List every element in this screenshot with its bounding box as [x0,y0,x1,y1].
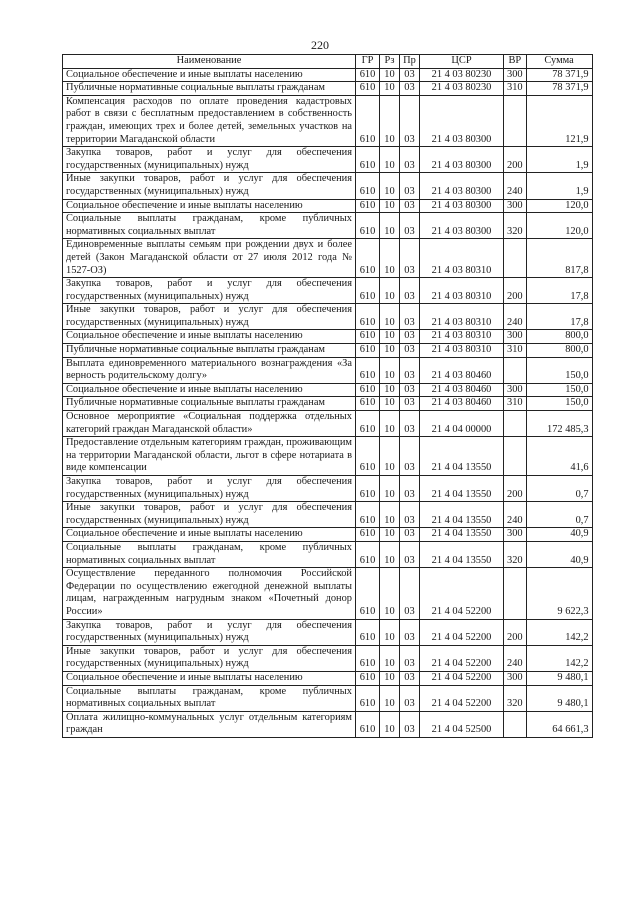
row-csr-cell: 21 4 03 80310 [420,330,504,344]
row-rz-cell: 10 [380,437,400,476]
row-gr-cell: 610 [356,95,380,146]
row-sum-cell: 0,7 [526,476,592,502]
row-name-cell: Публичные нормативные социальные выплаты гражданам [63,344,356,358]
row-name-cell: Социальное обеспечение и иные выплаты населению [63,671,356,685]
header-sum: Сумма [526,55,592,69]
table-row [63,476,593,502]
row-rz-cell: 10 [380,671,400,685]
table-row [63,671,593,685]
table-row [63,711,593,737]
row-vr-cell: 310 [504,344,527,358]
row-vr-cell: 240 [504,304,527,330]
table-row [63,344,593,358]
row-vr-cell: 200 [504,476,527,502]
row-vr-cell: 300 [504,68,527,82]
row-sum-cell: 120,0 [526,213,592,239]
row-sum-cell: 41,6 [526,437,592,476]
row-vr-cell: 310 [504,397,527,411]
row-sum-cell: 800,0 [526,344,592,358]
table-row [63,397,593,411]
row-csr-cell: 21 4 04 52200 [420,619,504,645]
table-row [63,645,593,671]
row-pr-cell: 03 [400,685,420,711]
row-sum-cell: 9 622,3 [526,568,592,619]
row-sum-cell: 17,8 [526,304,592,330]
row-pr-cell: 03 [400,199,420,213]
row-pr-cell: 03 [400,95,420,146]
row-gr-cell: 610 [356,304,380,330]
row-name-cell: Иные закупки товаров, работ и услуг для обеспечения государственных (муниципальных) нужд [63,173,356,199]
row-gr-cell: 610 [356,671,380,685]
table-row [63,357,593,383]
row-rz-cell: 10 [380,619,400,645]
row-sum-cell: 817,8 [526,239,592,278]
row-gr-cell: 610 [356,383,380,397]
table-row [63,685,593,711]
row-sum-cell: 142,2 [526,619,592,645]
row-name-cell: Компенсация расходов по оплате проведения кадастровых работ в связи с бесплатным предоставлением в собственность граждан, имеющих трех и более детей, земельных участков на территории Магаданской области [63,95,356,146]
row-csr-cell: 21 4 04 52200 [420,685,504,711]
row-csr-cell: 21 4 03 80300 [420,213,504,239]
row-csr-cell: 21 4 04 52200 [420,671,504,685]
row-rz-cell: 10 [380,645,400,671]
table-row [63,147,593,173]
row-sum-cell: 150,0 [526,383,592,397]
row-pr-cell: 03 [400,411,420,437]
table-row [63,437,593,476]
row-vr-cell: 300 [504,383,527,397]
row-vr-cell: 320 [504,541,527,567]
row-csr-cell: 21 4 03 80230 [420,68,504,82]
row-pr-cell: 03 [400,476,420,502]
table-body [63,68,593,737]
table-row [63,173,593,199]
row-pr-cell: 03 [400,239,420,278]
row-gr-cell: 610 [356,213,380,239]
table-row [63,330,593,344]
row-vr-cell: 300 [504,528,527,542]
row-rz-cell: 10 [380,68,400,82]
row-vr-cell [504,239,527,278]
table-row [63,199,593,213]
row-gr-cell: 610 [356,568,380,619]
row-rz-cell: 10 [380,213,400,239]
row-gr-cell: 610 [356,528,380,542]
row-pr-cell: 03 [400,437,420,476]
row-rz-cell: 10 [380,685,400,711]
row-csr-cell: 21 4 03 80300 [420,147,504,173]
row-gr-cell: 610 [356,357,380,383]
row-csr-cell: 21 4 04 52500 [420,711,504,737]
row-csr-cell: 21 4 04 13550 [420,502,504,528]
row-csr-cell: 21 4 03 80310 [420,239,504,278]
row-vr-cell: 200 [504,147,527,173]
row-rz-cell: 10 [380,173,400,199]
row-csr-cell: 21 4 03 80300 [420,95,504,146]
table-row [63,278,593,304]
row-rz-cell: 10 [380,147,400,173]
row-csr-cell: 21 4 04 13550 [420,476,504,502]
row-csr-cell: 21 4 03 80460 [420,397,504,411]
row-pr-cell: 03 [400,619,420,645]
row-name-cell: Социальное обеспечение и иные выплаты населению [63,330,356,344]
row-sum-cell: 150,0 [526,357,592,383]
row-pr-cell: 03 [400,528,420,542]
row-gr-cell: 610 [356,411,380,437]
table-header-row [63,55,593,69]
row-name-cell: Социальные выплаты гражданам, кроме публичных нормативных социальных выплат [63,541,356,567]
row-name-cell: Основное мероприятие «Социальная поддержка отдельных категорий граждан Магаданской области» [63,411,356,437]
row-vr-cell: 200 [504,278,527,304]
row-rz-cell: 10 [380,278,400,304]
row-vr-cell [504,357,527,383]
row-vr-cell [504,437,527,476]
header-rz: Рз [380,55,400,69]
budget-table [62,54,593,738]
row-pr-cell: 03 [400,82,420,96]
row-vr-cell [504,411,527,437]
row-csr-cell: 21 4 03 80460 [420,357,504,383]
row-gr-cell: 610 [356,476,380,502]
row-sum-cell: 142,2 [526,645,592,671]
row-sum-cell: 40,9 [526,541,592,567]
row-name-cell: Социальное обеспечение и иные выплаты населению [63,528,356,542]
row-pr-cell: 03 [400,541,420,567]
row-vr-cell [504,711,527,737]
row-name-cell: Иные закупки товаров, работ и услуг для обеспечения государственных (муниципальных) нужд [63,502,356,528]
row-csr-cell: 21 4 04 13550 [420,437,504,476]
row-name-cell: Социальное обеспечение и иные выплаты населению [63,68,356,82]
row-name-cell: Социальное обеспечение и иные выплаты населению [63,199,356,213]
row-csr-cell: 21 4 04 52200 [420,568,504,619]
table-row [63,619,593,645]
row-pr-cell: 03 [400,671,420,685]
row-rz-cell: 10 [380,82,400,96]
row-sum-cell: 800,0 [526,330,592,344]
row-name-cell: Выплата единовременного материального вознаграждения «За верность родительскому долгу» [63,357,356,383]
row-rz-cell: 10 [380,239,400,278]
row-csr-cell: 21 4 04 00000 [420,411,504,437]
row-gr-cell: 610 [356,68,380,82]
row-pr-cell: 03 [400,344,420,358]
row-pr-cell: 03 [400,330,420,344]
header-name: Наименование [63,55,356,69]
row-gr-cell: 610 [356,541,380,567]
row-sum-cell: 78 371,9 [526,82,592,96]
row-gr-cell: 610 [356,173,380,199]
table-row [63,502,593,528]
table-row [63,68,593,82]
row-vr-cell: 240 [504,173,527,199]
row-sum-cell: 150,0 [526,397,592,411]
row-vr-cell: 300 [504,671,527,685]
row-csr-cell: 21 4 03 80310 [420,278,504,304]
row-pr-cell: 03 [400,213,420,239]
row-rz-cell: 10 [380,411,400,437]
row-sum-cell: 120,0 [526,199,592,213]
row-csr-cell: 21 4 03 80310 [420,344,504,358]
row-pr-cell: 03 [400,645,420,671]
table-row [63,383,593,397]
row-rz-cell: 10 [380,568,400,619]
row-name-cell: Предоставление отдельным категориям граждан, проживающим на территории Магаданской области, льгот в сфере нотариата в виде компенсации [63,437,356,476]
row-rz-cell: 10 [380,476,400,502]
row-csr-cell: 21 4 03 80230 [420,82,504,96]
row-rz-cell: 10 [380,528,400,542]
row-rz-cell: 10 [380,383,400,397]
row-pr-cell: 03 [400,173,420,199]
row-sum-cell: 78 371,9 [526,68,592,82]
row-name-cell: Публичные нормативные социальные выплаты гражданам [63,397,356,411]
row-gr-cell: 610 [356,344,380,358]
row-pr-cell: 03 [400,68,420,82]
row-vr-cell: 320 [504,685,527,711]
row-vr-cell [504,95,527,146]
table-row [63,213,593,239]
row-csr-cell: 21 4 03 80310 [420,304,504,330]
row-rz-cell: 10 [380,502,400,528]
row-rz-cell: 10 [380,95,400,146]
row-name-cell: Закупка товаров, работ и услуг для обеспечения государственных (муниципальных) нужд [63,278,356,304]
row-gr-cell: 610 [356,645,380,671]
header-csr: ЦСР [420,55,504,69]
row-pr-cell: 03 [400,278,420,304]
table-row [63,304,593,330]
row-name-cell: Закупка товаров, работ и услуг для обеспечения государственных (муниципальных) нужд [63,476,356,502]
row-name-cell: Осуществление переданного полномочия Российской Федерации по осуществлению ежегодной денежной выплаты лицам, награжденным нагрудным знаком «Почетный донор России» [63,568,356,619]
row-rz-cell: 10 [380,357,400,383]
row-name-cell: Оплата жилищно-коммунальных услуг отдельным категориям граждан [63,711,356,737]
table-row [63,239,593,278]
row-pr-cell: 03 [400,502,420,528]
row-rz-cell: 10 [380,344,400,358]
row-name-cell: Социальные выплаты гражданам, кроме публичных нормативных социальных выплат [63,685,356,711]
row-name-cell: Иные закупки товаров, работ и услуг для обеспечения государственных (муниципальных) нужд [63,304,356,330]
row-sum-cell: 64 661,3 [526,711,592,737]
row-csr-cell: 21 4 03 80300 [420,173,504,199]
table-row [63,541,593,567]
row-sum-cell: 40,9 [526,528,592,542]
row-rz-cell: 10 [380,304,400,330]
row-gr-cell: 610 [356,199,380,213]
row-vr-cell: 240 [504,645,527,671]
row-sum-cell: 17,8 [526,278,592,304]
row-gr-cell: 610 [356,619,380,645]
header-pr: Пр [400,55,420,69]
row-name-cell: Единовременные выплаты семьям при рождении двух и более детей (Закон Магаданской области от 27 июля 2012 года № 1527-ОЗ) [63,239,356,278]
row-pr-cell: 03 [400,304,420,330]
table-row [63,528,593,542]
row-csr-cell: 21 4 04 13550 [420,528,504,542]
row-pr-cell: 03 [400,383,420,397]
row-vr-cell: 200 [504,619,527,645]
table-row [63,95,593,146]
row-rz-cell: 10 [380,199,400,213]
row-gr-cell: 610 [356,685,380,711]
page-number: 220 [311,38,329,52]
row-pr-cell: 03 [400,397,420,411]
row-name-cell: Социальное обеспечение и иные выплаты населению [63,383,356,397]
row-vr-cell: 320 [504,213,527,239]
row-rz-cell: 10 [380,711,400,737]
row-pr-cell: 03 [400,357,420,383]
row-gr-cell: 610 [356,330,380,344]
row-name-cell: Публичные нормативные социальные выплаты гражданам [63,82,356,96]
row-gr-cell: 610 [356,711,380,737]
row-vr-cell: 310 [504,82,527,96]
table-row [63,568,593,619]
row-sum-cell: 9 480,1 [526,671,592,685]
row-gr-cell: 610 [356,239,380,278]
row-sum-cell: 1,9 [526,147,592,173]
table-row [63,411,593,437]
row-name-cell: Социальные выплаты гражданам, кроме публичных нормативных социальных выплат [63,213,356,239]
row-sum-cell: 172 485,3 [526,411,592,437]
row-gr-cell: 610 [356,82,380,96]
row-csr-cell: 21 4 03 80460 [420,383,504,397]
row-gr-cell: 610 [356,437,380,476]
row-vr-cell: 300 [504,199,527,213]
row-sum-cell: 121,9 [526,95,592,146]
row-gr-cell: 610 [356,147,380,173]
row-name-cell: Закупка товаров, работ и услуг для обеспечения государственных (муниципальных) нужд [63,147,356,173]
row-sum-cell: 1,9 [526,173,592,199]
row-pr-cell: 03 [400,147,420,173]
row-gr-cell: 610 [356,278,380,304]
row-rz-cell: 10 [380,397,400,411]
row-vr-cell: 240 [504,502,527,528]
table-row [63,82,593,96]
row-vr-cell [504,568,527,619]
row-sum-cell: 0,7 [526,502,592,528]
row-rz-cell: 10 [380,541,400,567]
row-rz-cell: 10 [380,330,400,344]
row-csr-cell: 21 4 04 52200 [420,645,504,671]
header-gr: ГР [356,55,380,69]
row-pr-cell: 03 [400,711,420,737]
row-name-cell: Закупка товаров, работ и услуг для обеспечения государственных (муниципальных) нужд [63,619,356,645]
row-gr-cell: 610 [356,397,380,411]
row-sum-cell: 9 480,1 [526,685,592,711]
row-csr-cell: 21 4 04 13550 [420,541,504,567]
row-gr-cell: 610 [356,502,380,528]
header-vr: ВР [504,55,527,69]
row-vr-cell: 300 [504,330,527,344]
row-csr-cell: 21 4 03 80300 [420,199,504,213]
row-pr-cell: 03 [400,568,420,619]
row-name-cell: Иные закупки товаров, работ и услуг для обеспечения государственных (муниципальных) нужд [63,645,356,671]
